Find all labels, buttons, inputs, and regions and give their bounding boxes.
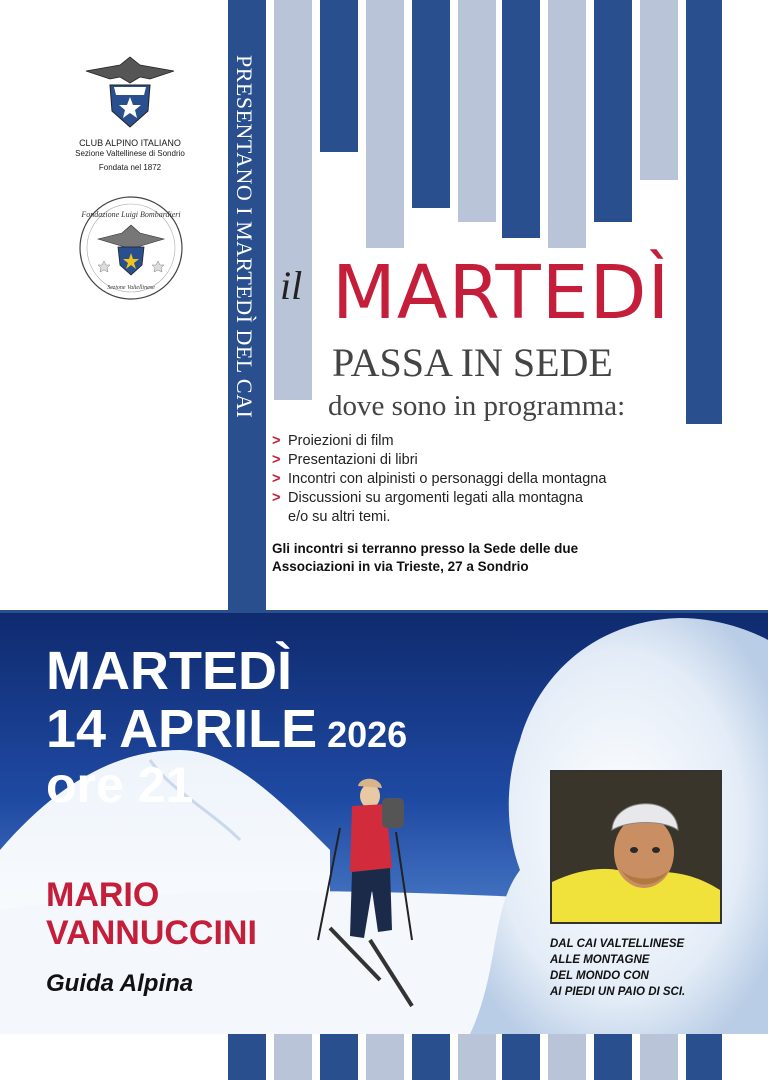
list-item: > Presentazioni di libri [272,452,418,468]
stripe [640,1034,678,1080]
foundation-seal-icon [78,195,184,301]
cai-section: Sezione Valtellinese di Sondrio [75,149,185,158]
stripe [502,1034,540,1080]
cai-title: CLUB ALPINO ITALIANO [79,138,181,148]
event-day: MARTEDÌ [46,641,292,701]
list-item-continuation: e/o su altri temi. [288,509,391,525]
foundation-seal-text: Fondazione Luigi Bombardieri [81,210,181,219]
stripe [274,1034,312,1080]
event-photo-section [0,610,768,1034]
speaker-role: Guida Alpina [46,970,194,997]
headline-dove: dove sono in programma: [322,388,631,424]
foundation-seal-bottom: Sezione Valtellinese [107,285,155,291]
stripe [502,0,540,238]
stripe [594,1034,632,1080]
portrait-image [552,772,720,922]
event-time: ore 21 [46,757,194,813]
stripe [366,0,404,250]
arrow-icon: > [272,490,281,506]
bottom-stripes [0,1034,768,1080]
stripe [686,1034,722,1080]
stripe [548,1034,586,1080]
arrow-icon: > [272,452,281,468]
arrow-icon: > [272,471,281,487]
event-date: 14 APRILE 2026 [46,699,408,759]
stripe [458,1034,496,1080]
stripe [228,1034,266,1080]
cai-logo [80,55,180,131]
stripe [320,0,358,152]
stripe [548,0,586,250]
list-item: > Incontri con alpinisti o personaggi della montagna [272,471,607,487]
cai-founded: Fondata nel 1872 [98,163,162,172]
stripe [412,0,450,208]
speaker-name: MARIO VANNUCCINI [46,876,257,952]
venue-text: Gli incontri si terranno presso la Sede delle due Associazioni in via Trieste, 27 a Sondrio [272,541,579,574]
stripe [412,1034,450,1080]
vertical-title: PRESENTANO I MARTEDÌ DEL CAI [232,55,257,419]
cai-eagle-shield-icon [80,55,180,131]
stripe [274,0,312,400]
event-year: 2026 [327,714,408,755]
stripe [686,0,722,424]
headline-martedi: MARTEDÌ [328,248,674,338]
stripe [458,0,496,222]
stripe [320,1034,358,1080]
list-item: > Discussioni su argomenti legati alla montagna [272,490,583,506]
program-list [272,432,606,527]
headline-il: il [280,263,303,308]
foundation-logo [78,195,184,301]
stripe [640,0,678,180]
portrait-caption: DAL CAI VALTELLINESE ALLE MONTAGNE DEL MONDO CON AI PIEDI UN PAIO DI SCI. [550,938,686,998]
stripe [366,1034,404,1080]
speaker-portrait [550,770,722,924]
list-item: > Proiezioni di film [272,433,394,449]
headline-passa: PASSA IN SEDE [328,338,617,388]
arrow-icon: > [272,433,281,449]
stripe [594,0,632,222]
